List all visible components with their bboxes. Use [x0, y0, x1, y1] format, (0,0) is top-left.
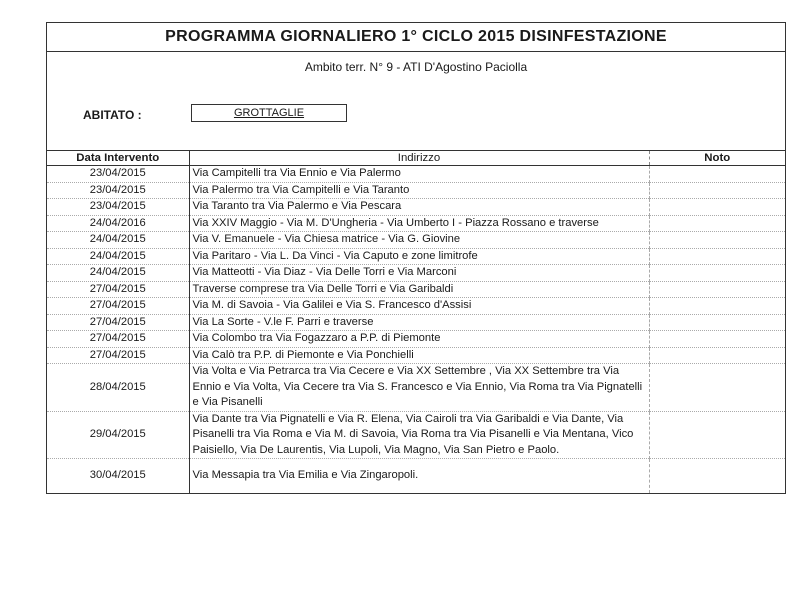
row-address: Via Colombo tra Via Fogazzaro a P.P. di Piemonte — [189, 331, 649, 348]
table-row — [47, 215, 785, 232]
row-note — [649, 459, 785, 494]
table-row — [47, 331, 785, 348]
row-note — [649, 232, 785, 249]
row-note — [649, 364, 785, 412]
table-row — [47, 281, 785, 298]
row-note — [649, 248, 785, 265]
table-header-row — [47, 151, 785, 166]
document-title: PROGRAMMA GIORNALIERO 1° CICLO 2015 DISINFESTAZIONE — [47, 23, 785, 52]
table-row — [47, 298, 785, 315]
table-row — [47, 364, 785, 412]
row-date: 23/04/2015 — [47, 199, 189, 216]
row-date: 24/04/2015 — [47, 248, 189, 265]
row-note — [649, 411, 785, 459]
row-address: Via Taranto tra Via Palermo e Via Pescara — [189, 199, 649, 216]
row-address: Via Paritaro - Via L. Da Vinci - Via Caputo e zone limitrofe — [189, 248, 649, 265]
row-address: Via M. di Savoia - Via Galilei e Via S. Francesco d'Assisi — [189, 298, 649, 315]
row-address: Via La Sorte - V.le F. Parri e traverse — [189, 314, 649, 331]
row-date: 24/04/2016 — [47, 215, 189, 232]
row-address: Via XXIV Maggio - Via M. D'Ungheria - Via Umberto I - Piazza Rossano e traverse — [189, 215, 649, 232]
table-row — [47, 199, 785, 216]
row-date: 27/04/2015 — [47, 298, 189, 315]
table-row — [47, 248, 785, 265]
row-note — [649, 265, 785, 282]
table-row — [47, 314, 785, 331]
row-address: Via Campitelli tra Via Ennio e Via Palermo — [189, 166, 649, 183]
row-date: 27/04/2015 — [47, 347, 189, 364]
row-note — [649, 182, 785, 199]
table-row — [47, 411, 785, 459]
table-row — [47, 459, 785, 494]
row-date: 28/04/2015 — [47, 364, 189, 412]
table-row — [47, 166, 785, 183]
table-row — [47, 347, 785, 364]
row-date: 27/04/2015 — [47, 281, 189, 298]
row-note — [649, 331, 785, 348]
row-date: 24/04/2015 — [47, 232, 189, 249]
row-address: Via Dante tra Via Pignatelli e Via R. Elena, Via Cairoli tra Via Garibaldi e Via Dante, Via Pisanelli tra Via Roma e Via M. di Savoia, Via Roma tra Via Pisanelli e Via Mentana, Vico Paisiello, Via De Laurentis, Via Lupoli, Via Magno, Via San Pietro e Paolo. — [189, 411, 649, 459]
row-address: Via Matteotti - Via Diaz - Via Delle Torri e Via Marconi — [189, 265, 649, 282]
row-date: 23/04/2015 — [47, 166, 189, 183]
abitato-label: ABITATO : — [83, 108, 142, 122]
row-address: Via V. Emanuele - Via Chiesa matrice - Via G. Giovine — [189, 232, 649, 249]
row-address: Traverse comprese tra Via Delle Torri e Via Garibaldi — [189, 281, 649, 298]
row-note — [649, 199, 785, 216]
header-note: Noto — [649, 151, 785, 166]
row-date: 29/04/2015 — [47, 411, 189, 459]
header-date: Data Intervento — [47, 151, 189, 166]
table-row — [47, 232, 785, 249]
row-note — [649, 314, 785, 331]
row-note — [649, 298, 785, 315]
schedule-table — [47, 150, 785, 493]
ambito-subtitle: Ambito terr. N° 9 - ATI D'Agostino Paciolla — [304, 60, 528, 74]
table-body — [47, 166, 785, 494]
row-note — [649, 347, 785, 364]
row-date: 30/04/2015 — [47, 459, 189, 494]
row-date: 23/04/2015 — [47, 182, 189, 199]
row-note — [649, 166, 785, 183]
row-date: 24/04/2015 — [47, 265, 189, 282]
row-date: 27/04/2015 — [47, 331, 189, 348]
header-address: Indirizzo — [189, 151, 649, 166]
table-row — [47, 182, 785, 199]
row-address: Via Messapia tra Via Emilia e Via Zingaropoli. — [192, 469, 419, 482]
abitato-value: GROTTAGLIE — [191, 104, 347, 122]
row-note — [649, 281, 785, 298]
row-date: 27/04/2015 — [47, 314, 189, 331]
row-address: Via Volta e Via Petrarca tra Via Cecere e Via XX Settembre , Via XX Settembre tra Via Ennio e Via Volta, Via Cecere tra Via S. Francesco e Via Ennio, Via Roma tra Via Pignatelli e Via Pisanelli — [189, 364, 649, 412]
row-note — [649, 215, 785, 232]
document-sheet — [46, 22, 786, 494]
row-address: Via Calò tra P.P. di Piemonte e Via Ponchielli — [189, 347, 649, 364]
table-row — [47, 265, 785, 282]
abitato-row — [47, 80, 785, 150]
row-address: Via Palermo tra Via Campitelli e Via Taranto — [189, 182, 649, 199]
